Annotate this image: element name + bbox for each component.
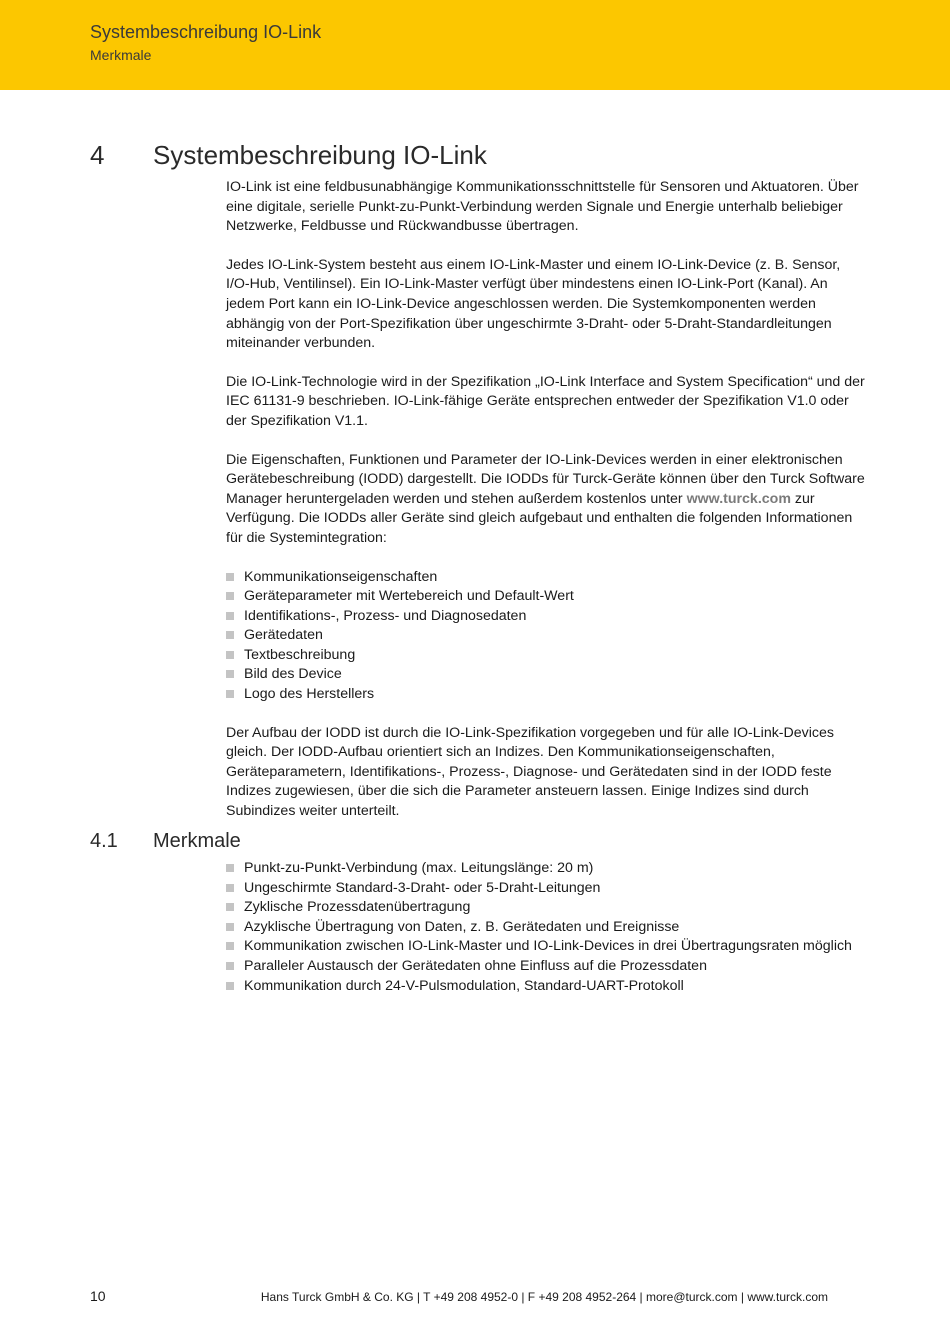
- list-item: Punkt-zu-Punkt-Verbindung (max. Leitungslänge: 20 m): [226, 859, 866, 879]
- paragraph-3: Die IO-Link-Technologie wird in der Spezifikation „IO-Link Interface and System Specification“ und der IEC 61131-9 beschrieben. IO-Link-fähige Geräte entsprechen entweder der Spezifikation V1.0 oder der Spezifikation V1.1.: [226, 373, 865, 429]
- bullet-square-icon: [226, 942, 234, 950]
- section-number: 4: [90, 140, 105, 170]
- bullet-square-icon: [226, 884, 234, 892]
- section-body: [226, 178, 866, 822]
- list-item: Zyklische Prozessdatenübertragung: [226, 898, 866, 918]
- bullet-square-icon: [226, 573, 234, 581]
- paragraph-4-text-a: Die Eigenschaften, Funktionen und Parameter der IO-Link-Devices werden in einer elektronischen Gerätebeschreibung (IODD) dargestellt. Die IODDs für Turck-Geräte können über den Turck Software Manager heruntergeladen werden und stehen außerdem kostenlos unter: [226, 451, 865, 507]
- paragraph-4-text-b: zur Verfügung. Die IODDs aller Geräte sind gleich aufgebaut und enthalten die folgenden Informationen für die Systemintegration:: [226, 490, 853, 546]
- bullet-square-icon: [226, 612, 234, 620]
- bullet-square-icon: [226, 670, 234, 678]
- list-item: Kommunikation durch 24-V-Pulsmodulation, Standard-UART-Protokoll: [226, 977, 866, 997]
- list-item: Kommunikationseigenschaften: [226, 568, 866, 588]
- list-item: Ungeschirmte Standard-3-Draht- oder 5-Draht-Leitungen: [226, 879, 866, 899]
- subsection-title: Merkmale: [153, 830, 241, 852]
- subsection-number: 4.1: [90, 830, 118, 852]
- bullet-square-icon: [226, 592, 234, 600]
- list-item: Identifikations-, Prozess- und Diagnosedaten: [226, 607, 866, 627]
- list-item: Kommunikation zwischen IO-Link-Master und IO-Link-Devices in drei Übertragungsraten möglich: [226, 937, 866, 957]
- bullet-square-icon: [226, 903, 234, 911]
- header-title: Systembeschreibung IO-Link: [90, 22, 322, 42]
- footer-contact: Hans Turck GmbH & Co. KG | T +49 208 4952-0 | F +49 208 4952-264 | more@turck.com | www.turck.com: [260, 1290, 828, 1304]
- features-list: [226, 859, 866, 996]
- iodd-info-list: [226, 568, 866, 705]
- subsection-body: [226, 859, 866, 996]
- list-item: Paralleler Austausch der Gerätedaten ohne Einfluss auf die Prozessdaten: [226, 957, 866, 977]
- turck-link[interactable]: www.turck.com: [686, 490, 791, 507]
- bullet-square-icon: [226, 651, 234, 659]
- list-item: Textbeschreibung: [226, 646, 866, 666]
- section-title: Systembeschreibung IO-Link: [153, 140, 487, 170]
- paragraph-4: [226, 451, 866, 549]
- paragraph-1: IO-Link ist eine feldbusunabhängige Kommunikationsschnittstelle für Sensoren und Aktuatoren. Über eine digitale, serielle Punkt-zu-Punkt-Verbindung werden Signale und Energie unterhalb beliebiger Netzwerke, Feldbusse und Rückwandbusse übertragen.: [226, 179, 859, 235]
- bullet-square-icon: [226, 982, 234, 990]
- list-item: Gerätedaten: [226, 626, 866, 646]
- list-item: Bild des Device: [226, 665, 866, 685]
- paragraph-2: Jedes IO-Link-System besteht aus einem IO-Link-Master und einem IO-Link-Device (z. B. Sensor, I/O-Hub, Ventilinsel). Ein IO-Link-Master verfügt über mindestens einen IO-Link-Port (Kanal). An jedem Port kann ein IO-Link-Device angeschlossen werden. Die Systemkomponenten werden abhängig von der Port-Spezifikation über ungeschirmte 3-Draht- oder 5-Draht-Standardleitungen miteinander verbunden.: [226, 256, 841, 352]
- header-subtitle: Merkmale: [90, 47, 152, 63]
- list-item: Azyklische Übertragung von Daten, z. B. Gerätedaten und Ereignisse: [226, 918, 866, 938]
- page-header: [0, 0, 950, 90]
- bullet-square-icon: [226, 864, 234, 872]
- list-item: Logo des Herstellers: [226, 685, 866, 705]
- bullet-square-icon: [226, 962, 234, 970]
- bullet-square-icon: [226, 690, 234, 698]
- bullet-square-icon: [226, 923, 234, 931]
- bullet-square-icon: [226, 631, 234, 639]
- list-item: Geräteparameter mit Wertebereich und Default-Wert: [226, 587, 866, 607]
- paragraph-5: Der Aufbau der IODD ist durch die IO-Link-Spezifikation vorgegeben und für alle IO-Link-Devices gleich. Der IODD-Aufbau orientiert sich an Indizes. Den Kommunikationseigenschaften, Geräteparametern, Identifikations-, Prozess-, Diagnose- und Gerätedaten sind in der IODD feste Indizes zugewiesen, über die sich die Parameter ansteuern lassen. Einige Indizes sind durch Subindizes weiter unterteilt.: [226, 724, 834, 820]
- page-number: 10: [90, 1288, 106, 1304]
